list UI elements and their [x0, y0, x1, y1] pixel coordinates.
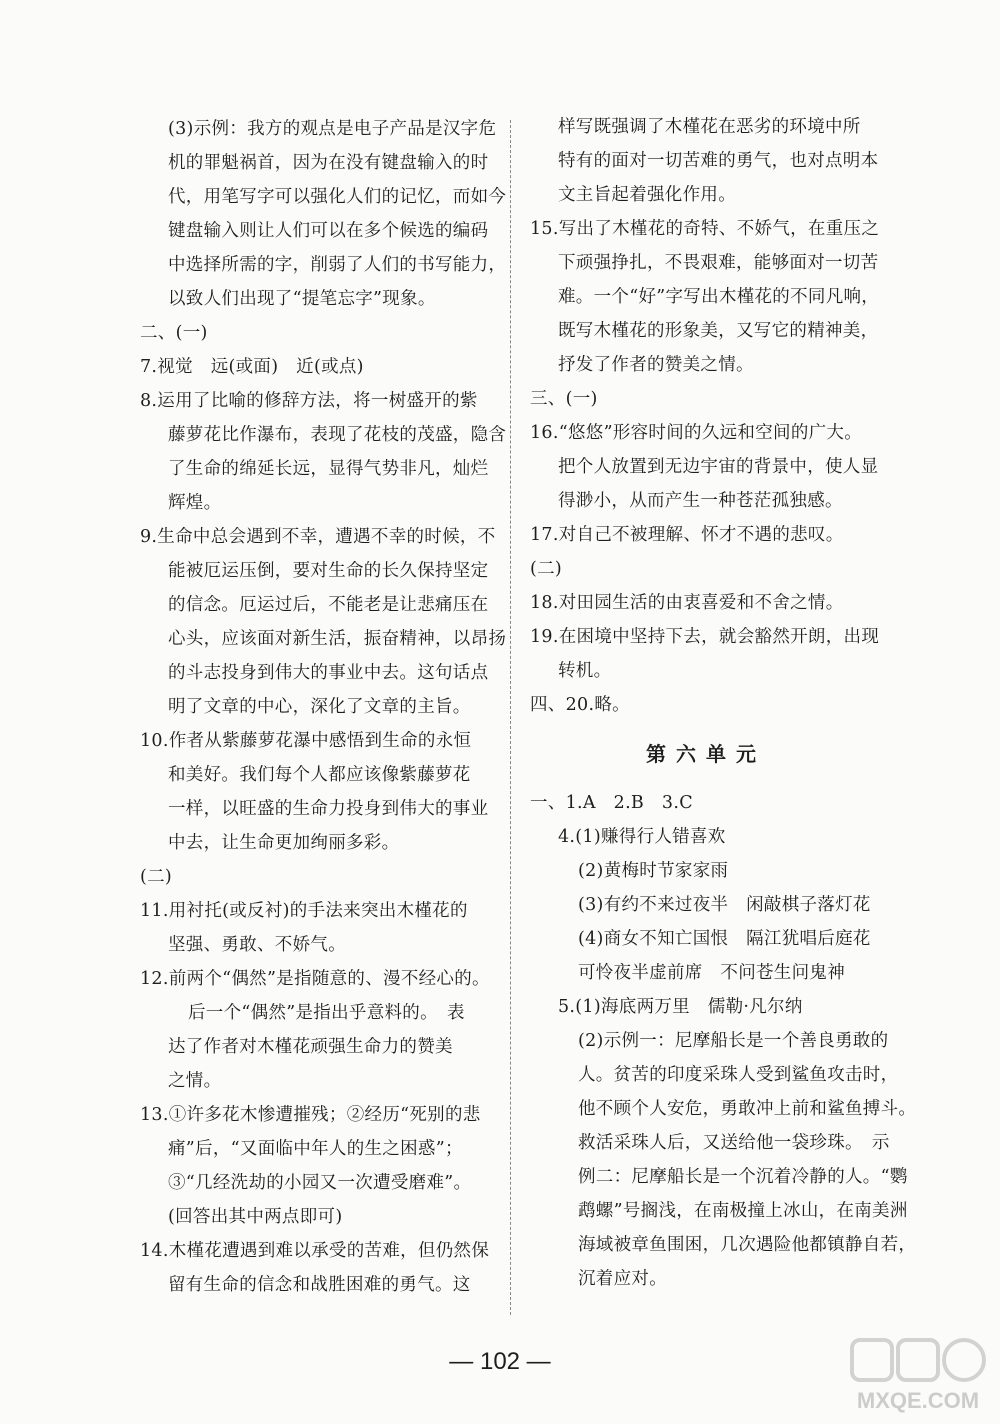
text-line: 样写既强调了木槿花在恶劣的环境中所	[558, 117, 861, 137]
text-line: 以致人们出现了“提笔忘字”现象。	[168, 289, 436, 309]
text-line: 后一个“偶然”是指出乎意料的。 表	[188, 1003, 465, 1023]
text-line: 人。贫苦的印度采珠人受到鲨鱼攻击时，	[578, 1065, 899, 1085]
text-line: 救活采珠人后，又送给他一袋珍珠。 示	[578, 1133, 890, 1153]
text-line: 5.(1)海底两万里 儒勒·凡尔纳	[558, 997, 803, 1017]
text-line: (回答出其中两点即可)	[168, 1207, 343, 1227]
text-line: 中选择所需的字，削弱了人们的书写能力，	[168, 255, 507, 275]
unit-heading: 第六单元	[646, 742, 766, 766]
text-line: 把个人放置到无边宇宙的背景中，使人显	[558, 457, 879, 477]
section-heading: 四、20.略。	[530, 695, 630, 715]
text-line: 既写木槿花的形象美，又写它的精神美，	[558, 321, 879, 341]
text-line: 19.在困境中坚持下去，就会豁然开朗，出现	[530, 627, 880, 647]
text-line: 机的罪魁祸首，因为在没有键盘输入的时	[168, 153, 489, 173]
text-line: 7.视觉 远(或面) 近(或点)	[140, 357, 364, 377]
text-line: 一、1.A 2.B 3.C	[530, 793, 693, 813]
text-line: 他不顾个人安危，勇敢冲上前和鲨鱼搏斗。	[578, 1099, 917, 1119]
watermark-logo	[848, 1334, 988, 1414]
text-line: 得渺小，从而产生一种苍茫孤独感。	[558, 491, 843, 511]
text-line: (4)商女不知亡国恨 隔江犹唱后庭花	[578, 929, 871, 949]
text-line: 了生命的绵延长远，显得气势非凡，灿烂	[168, 459, 489, 479]
text-line: 8.运用了比喻的修辞方法，将一树盛开的紫	[140, 391, 478, 411]
text-line: 12.前两个“偶然”是指随意的、漫不经心的。	[140, 969, 490, 989]
text-line: 例二：尼摩船长是一个沉着冷静的人。“鹦	[578, 1167, 908, 1187]
page-number: — 102 —	[449, 1348, 551, 1375]
text-line: 难。一个“好”字写出木槿花的不同凡响，	[558, 287, 880, 307]
text-line: 4.(1)赚得行人错喜欢	[558, 827, 726, 847]
text-line: 文主旨起着强化作用。	[558, 185, 736, 205]
text-line: (2)示例一：尼摩船长是一个善良勇敢的	[578, 1031, 889, 1051]
text-line: 的信念。厄运过后，不能老是让悲痛压在	[168, 595, 489, 615]
section-heading: 三、(一)	[530, 389, 598, 409]
text-line: 能被厄运压倒，要对生命的长久保持坚定	[168, 561, 489, 581]
text-line: 14.木槿花遭遇到难以承受的苦难，但仍然保	[140, 1241, 490, 1261]
left-column	[140, 112, 507, 1302]
text-line: 16.“悠悠”形容时间的久远和空间的广大。	[530, 423, 863, 443]
section-heading: (二)	[140, 867, 173, 887]
text-line: 10.作者从紫藤萝花瀑中感悟到生命的永恒	[140, 731, 472, 751]
text-line: 17.对自己不被理解、怀才不遇的悲叹。	[530, 525, 844, 545]
text-line: 沉着应对。	[578, 1269, 667, 1289]
text-line: 达了作者对木槿花顽强生命力的赞美	[168, 1037, 453, 1057]
text-line: 一样，以旺盛的生命力投身到伟大的事业	[168, 799, 489, 819]
text-line: 心头，应该面对新生活，振奋精神，以昂扬	[168, 629, 507, 649]
text-line: 痛”后，“又面临中年人的生之困惑”；	[168, 1139, 463, 1159]
text-line: (3)有约不来过夜半 闲敲棋子落灯花	[578, 895, 871, 915]
text-line: 海域被章鱼围困，几次遇险他都镇静自若，	[578, 1235, 917, 1255]
watermark-icon	[848, 1334, 988, 1390]
text-line: 11.用衬托(或反衬)的手法来突出木槿花的	[140, 901, 468, 921]
text-line: 坚强、勇敢、不娇气。	[168, 935, 346, 955]
text-line: 中去，让生命更加绚丽多彩。	[168, 833, 400, 853]
section-heading: 二、(一)	[140, 323, 208, 343]
text-line: 代，用笔写字可以强化人们的记忆，而如今	[168, 187, 507, 207]
text-line: 18.对田园生活的由衷喜爱和不舍之情。	[530, 593, 844, 613]
text-line: 转机。	[558, 661, 612, 681]
right-column	[530, 110, 917, 1296]
text-line: 鹉螺”号搁浅，在南极撞上冰山，在南美洲	[578, 1201, 908, 1221]
text-line: 之情。	[168, 1071, 222, 1091]
text-line: 辉煌。	[168, 493, 222, 513]
text-line: 抒发了作者的赞美之情。	[558, 355, 754, 375]
text-line: ③“几经洗劫的小园又一次遭受磨难”。	[168, 1173, 472, 1193]
column-divider	[510, 120, 511, 1315]
text-line: (2)黄梅时节家家雨	[578, 861, 729, 881]
text-line: 藤萝花比作瀑布，表现了花枝的茂盛，隐含	[168, 425, 507, 445]
text-line: 下顽强挣扎，不畏艰难，能够面对一切苦	[558, 253, 879, 273]
section-heading: (二)	[530, 559, 563, 579]
text-line: 明了文章的中心，深化了文章的主旨。	[168, 697, 471, 717]
text-line: 和美好。我们每个人都应该像紫藤萝花	[168, 765, 471, 785]
text-line: 13.①许多花木惨遭摧残；②经历“死别的悲	[140, 1105, 481, 1125]
text-line: 的斗志投身到伟大的事业中去。这句话点	[168, 663, 489, 683]
watermark-text: MXQE.COM	[856, 1388, 980, 1413]
text-line: 键盘输入则让人们可以在多个候选的编码	[168, 221, 489, 241]
text-line: 特有的面对一切苦难的勇气，也对点明本	[558, 151, 879, 171]
text-line: (3)示例：我方的观点是电子产品是汉字危	[168, 119, 497, 139]
text-line: 15.写出了木槿花的奇特、不娇气，在重压之	[530, 219, 880, 239]
text-line: 留有生命的信念和战胜困难的勇气。这	[168, 1275, 471, 1295]
text-line: 可怜夜半虚前席 不问苍生问鬼神	[578, 963, 845, 983]
text-line: 9.生命中总会遇到不幸，遭遇不幸的时候，不	[140, 527, 496, 547]
